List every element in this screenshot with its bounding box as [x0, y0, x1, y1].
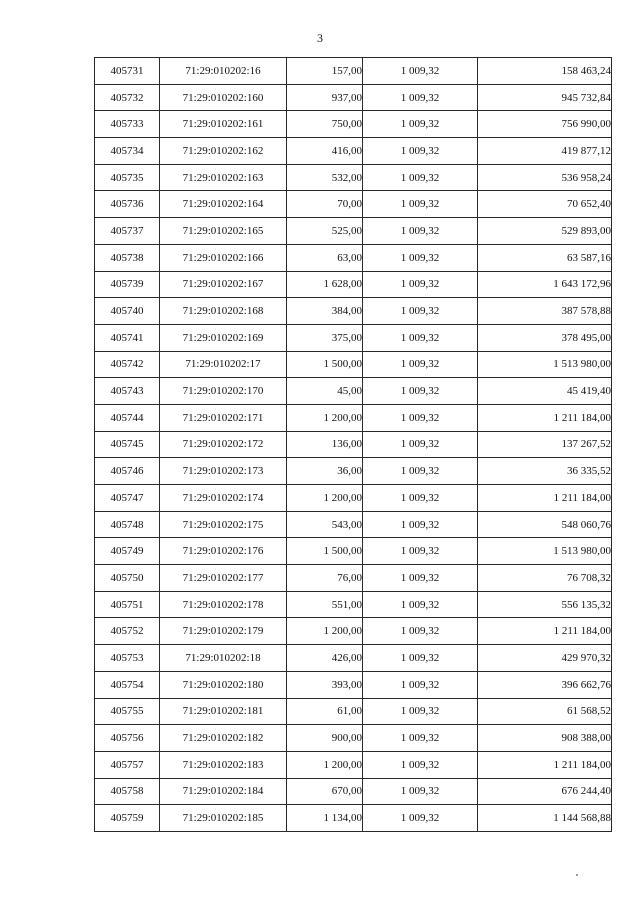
- area-cell: 1 628,00: [287, 271, 363, 298]
- area-cell: 1 200,00: [287, 751, 363, 778]
- area-cell: 937,00: [287, 84, 363, 111]
- area-cell: 76,00: [287, 565, 363, 592]
- area-cell: 900,00: [287, 725, 363, 752]
- area-cell: 543,00: [287, 511, 363, 538]
- table-row: [95, 244, 612, 271]
- cadastral-number-cell: 71:29:010202:180: [160, 671, 287, 698]
- record-id-cell: 405751: [95, 591, 160, 618]
- cadastral-number-cell: 71:29:010202:166: [160, 244, 287, 271]
- table-row: [95, 725, 612, 752]
- unit-value-cell: 1 009,32: [363, 805, 478, 832]
- unit-value-cell: 1 009,32: [363, 618, 478, 645]
- unit-value-cell: 1 009,32: [363, 324, 478, 351]
- record-id-cell: 405757: [95, 751, 160, 778]
- unit-value-cell: 1 009,32: [363, 378, 478, 405]
- unit-value-cell: 1 009,32: [363, 431, 478, 458]
- cadastral-value-cell: 429 970,32: [478, 645, 612, 672]
- record-id-cell: 405759: [95, 805, 160, 832]
- record-id-cell: 405731: [95, 58, 160, 85]
- table-row: [95, 778, 612, 805]
- table-body: [95, 58, 612, 832]
- cadastral-value-cell: 676 244,40: [478, 778, 612, 805]
- table-row: [95, 324, 612, 351]
- cadastral-value-cell: 1 211 184,00: [478, 485, 612, 512]
- area-cell: 393,00: [287, 671, 363, 698]
- table-row: [95, 618, 612, 645]
- cadastral-number-cell: 71:29:010202:182: [160, 725, 287, 752]
- unit-value-cell: 1 009,32: [363, 191, 478, 218]
- table-row: [95, 698, 612, 725]
- unit-value-cell: 1 009,32: [363, 138, 478, 165]
- cadastral-value-cell: 756 990,00: [478, 111, 612, 138]
- record-id-cell: 405739: [95, 271, 160, 298]
- record-id-cell: 405756: [95, 725, 160, 752]
- cadastral-value-cell: 1 211 184,00: [478, 751, 612, 778]
- cadastral-value-cell: 36 335,52: [478, 458, 612, 485]
- cadastral-value-cell: 536 958,24: [478, 164, 612, 191]
- record-id-cell: 405749: [95, 538, 160, 565]
- cadastral-value-cell: 419 877,12: [478, 138, 612, 165]
- record-id-cell: 405744: [95, 404, 160, 431]
- cadastral-value-cell: 396 662,76: [478, 671, 612, 698]
- record-id-cell: 405745: [95, 431, 160, 458]
- unit-value-cell: 1 009,32: [363, 591, 478, 618]
- cadastral-number-cell: 71:29:010202:160: [160, 84, 287, 111]
- area-cell: 1 200,00: [287, 404, 363, 431]
- table-row: [95, 218, 612, 245]
- cadastral-value-cell: 387 578,88: [478, 298, 612, 325]
- cadastral-number-cell: 71:29:010202:173: [160, 458, 287, 485]
- unit-value-cell: 1 009,32: [363, 244, 478, 271]
- record-id-cell: 405758: [95, 778, 160, 805]
- cadastral-number-cell: 71:29:010202:170: [160, 378, 287, 405]
- record-id-cell: 405735: [95, 164, 160, 191]
- cadastral-number-cell: 71:29:010202:184: [160, 778, 287, 805]
- cadastral-number-cell: 71:29:010202:17: [160, 351, 287, 378]
- record-id-cell: 405736: [95, 191, 160, 218]
- cadastral-value-cell: 1 513 980,00: [478, 351, 612, 378]
- area-cell: 551,00: [287, 591, 363, 618]
- cadastral-number-cell: 71:29:010202:162: [160, 138, 287, 165]
- cadastral-number-cell: 71:29:010202:168: [160, 298, 287, 325]
- area-cell: 426,00: [287, 645, 363, 672]
- record-id-cell: 405746: [95, 458, 160, 485]
- cadastral-number-cell: 71:29:010202:16: [160, 58, 287, 85]
- cadastral-value-cell: 945 732,84: [478, 84, 612, 111]
- unit-value-cell: 1 009,32: [363, 111, 478, 138]
- cadastral-number-cell: 71:29:010202:181: [160, 698, 287, 725]
- table-row: [95, 191, 612, 218]
- cadastral-value-cell: 378 495,00: [478, 324, 612, 351]
- cadastral-number-cell: 71:29:010202:175: [160, 511, 287, 538]
- area-cell: 136,00: [287, 431, 363, 458]
- unit-value-cell: 1 009,32: [363, 645, 478, 672]
- area-cell: 1 200,00: [287, 485, 363, 512]
- table-row: [95, 378, 612, 405]
- record-id-cell: 405754: [95, 671, 160, 698]
- record-id-cell: 405740: [95, 298, 160, 325]
- cadastral-number-cell: 71:29:010202:178: [160, 591, 287, 618]
- cadastral-value-table: [94, 57, 612, 832]
- table-row: [95, 84, 612, 111]
- table-row: [95, 58, 612, 85]
- cadastral-value-cell: 1 211 184,00: [478, 404, 612, 431]
- unit-value-cell: 1 009,32: [363, 725, 478, 752]
- unit-value-cell: 1 009,32: [363, 271, 478, 298]
- record-id-cell: 405743: [95, 378, 160, 405]
- table-row: [95, 645, 612, 672]
- cadastral-number-cell: 71:29:010202:172: [160, 431, 287, 458]
- page-number: 3: [317, 31, 323, 45]
- area-cell: 532,00: [287, 164, 363, 191]
- cadastral-number-cell: 71:29:010202:18: [160, 645, 287, 672]
- cadastral-number-cell: 71:29:010202:165: [160, 218, 287, 245]
- area-cell: 1 500,00: [287, 351, 363, 378]
- area-cell: 1 134,00: [287, 805, 363, 832]
- record-id-cell: 405748: [95, 511, 160, 538]
- record-id-cell: 405738: [95, 244, 160, 271]
- record-id-cell: 405753: [95, 645, 160, 672]
- unit-value-cell: 1 009,32: [363, 84, 478, 111]
- cadastral-value-cell: 556 135,32: [478, 591, 612, 618]
- cadastral-value-cell: 158 463,24: [478, 58, 612, 85]
- cadastral-value-cell: 45 419,40: [478, 378, 612, 405]
- record-id-cell: 405734: [95, 138, 160, 165]
- table-row: [95, 751, 612, 778]
- cadastral-number-cell: 71:29:010202:185: [160, 805, 287, 832]
- cadastral-number-cell: 71:29:010202:183: [160, 751, 287, 778]
- record-id-cell: 405750: [95, 565, 160, 592]
- record-id-cell: 405737: [95, 218, 160, 245]
- unit-value-cell: 1 009,32: [363, 298, 478, 325]
- unit-value-cell: 1 009,32: [363, 404, 478, 431]
- record-id-cell: 405752: [95, 618, 160, 645]
- cadastral-value-cell: 1 643 172,96: [478, 271, 612, 298]
- table-row: [95, 485, 612, 512]
- record-id-cell: 405741: [95, 324, 160, 351]
- cadastral-value-cell: 1 144 568,88: [478, 805, 612, 832]
- cadastral-value-cell: 908 388,00: [478, 725, 612, 752]
- area-cell: 61,00: [287, 698, 363, 725]
- cadastral-number-cell: 71:29:010202:171: [160, 404, 287, 431]
- cadastral-value-cell: 61 568,52: [478, 698, 612, 725]
- cadastral-number-cell: 71:29:010202:167: [160, 271, 287, 298]
- cadastral-value-cell: 70 652,40: [478, 191, 612, 218]
- record-id-cell: 405742: [95, 351, 160, 378]
- area-cell: 63,00: [287, 244, 363, 271]
- table-row: [95, 138, 612, 165]
- unit-value-cell: 1 009,32: [363, 671, 478, 698]
- unit-value-cell: 1 009,32: [363, 351, 478, 378]
- unit-value-cell: 1 009,32: [363, 511, 478, 538]
- cadastral-value-cell: 63 587,16: [478, 244, 612, 271]
- cadastral-number-cell: 71:29:010202:174: [160, 485, 287, 512]
- cadastral-number-cell: 71:29:010202:179: [160, 618, 287, 645]
- cadastral-number-cell: 71:29:010202:161: [160, 111, 287, 138]
- cadastral-number-cell: 71:29:010202:163: [160, 164, 287, 191]
- table-row: [95, 404, 612, 431]
- area-cell: 416,00: [287, 138, 363, 165]
- unit-value-cell: 1 009,32: [363, 778, 478, 805]
- table-row: [95, 511, 612, 538]
- unit-value-cell: 1 009,32: [363, 698, 478, 725]
- area-cell: 670,00: [287, 778, 363, 805]
- cadastral-value-cell: 1 513 980,00: [478, 538, 612, 565]
- scan-speck: [576, 874, 578, 876]
- table-row: [95, 458, 612, 485]
- table-row: [95, 351, 612, 378]
- area-cell: 45,00: [287, 378, 363, 405]
- unit-value-cell: 1 009,32: [363, 751, 478, 778]
- record-id-cell: 405732: [95, 84, 160, 111]
- area-cell: 384,00: [287, 298, 363, 325]
- cadastral-number-cell: 71:29:010202:176: [160, 538, 287, 565]
- table-row: [95, 538, 612, 565]
- unit-value-cell: 1 009,32: [363, 218, 478, 245]
- area-cell: 157,00: [287, 58, 363, 85]
- area-cell: 750,00: [287, 111, 363, 138]
- record-id-cell: 405755: [95, 698, 160, 725]
- area-cell: 70,00: [287, 191, 363, 218]
- table-row: [95, 805, 612, 832]
- table-row: [95, 298, 612, 325]
- cadastral-value-cell: 548 060,76: [478, 511, 612, 538]
- table-row: [95, 164, 612, 191]
- table-row: [95, 671, 612, 698]
- unit-value-cell: 1 009,32: [363, 458, 478, 485]
- cadastral-value-cell: 1 211 184,00: [478, 618, 612, 645]
- table-row: [95, 271, 612, 298]
- cadastral-number-cell: 71:29:010202:164: [160, 191, 287, 218]
- area-cell: 525,00: [287, 218, 363, 245]
- area-cell: 375,00: [287, 324, 363, 351]
- cadastral-number-cell: 71:29:010202:169: [160, 324, 287, 351]
- area-cell: 1 200,00: [287, 618, 363, 645]
- area-cell: 1 500,00: [287, 538, 363, 565]
- cadastral-value-cell: 137 267,52: [478, 431, 612, 458]
- cadastral-number-cell: 71:29:010202:177: [160, 565, 287, 592]
- cadastral-value-cell: 529 893,00: [478, 218, 612, 245]
- unit-value-cell: 1 009,32: [363, 58, 478, 85]
- record-id-cell: 405747: [95, 485, 160, 512]
- table-row: [95, 565, 612, 592]
- record-id-cell: 405733: [95, 111, 160, 138]
- unit-value-cell: 1 009,32: [363, 565, 478, 592]
- unit-value-cell: 1 009,32: [363, 164, 478, 191]
- unit-value-cell: 1 009,32: [363, 538, 478, 565]
- cadastral-value-cell: 76 708,32: [478, 565, 612, 592]
- table-row: [95, 111, 612, 138]
- table-row: [95, 591, 612, 618]
- unit-value-cell: 1 009,32: [363, 485, 478, 512]
- table-row: [95, 431, 612, 458]
- area-cell: 36,00: [287, 458, 363, 485]
